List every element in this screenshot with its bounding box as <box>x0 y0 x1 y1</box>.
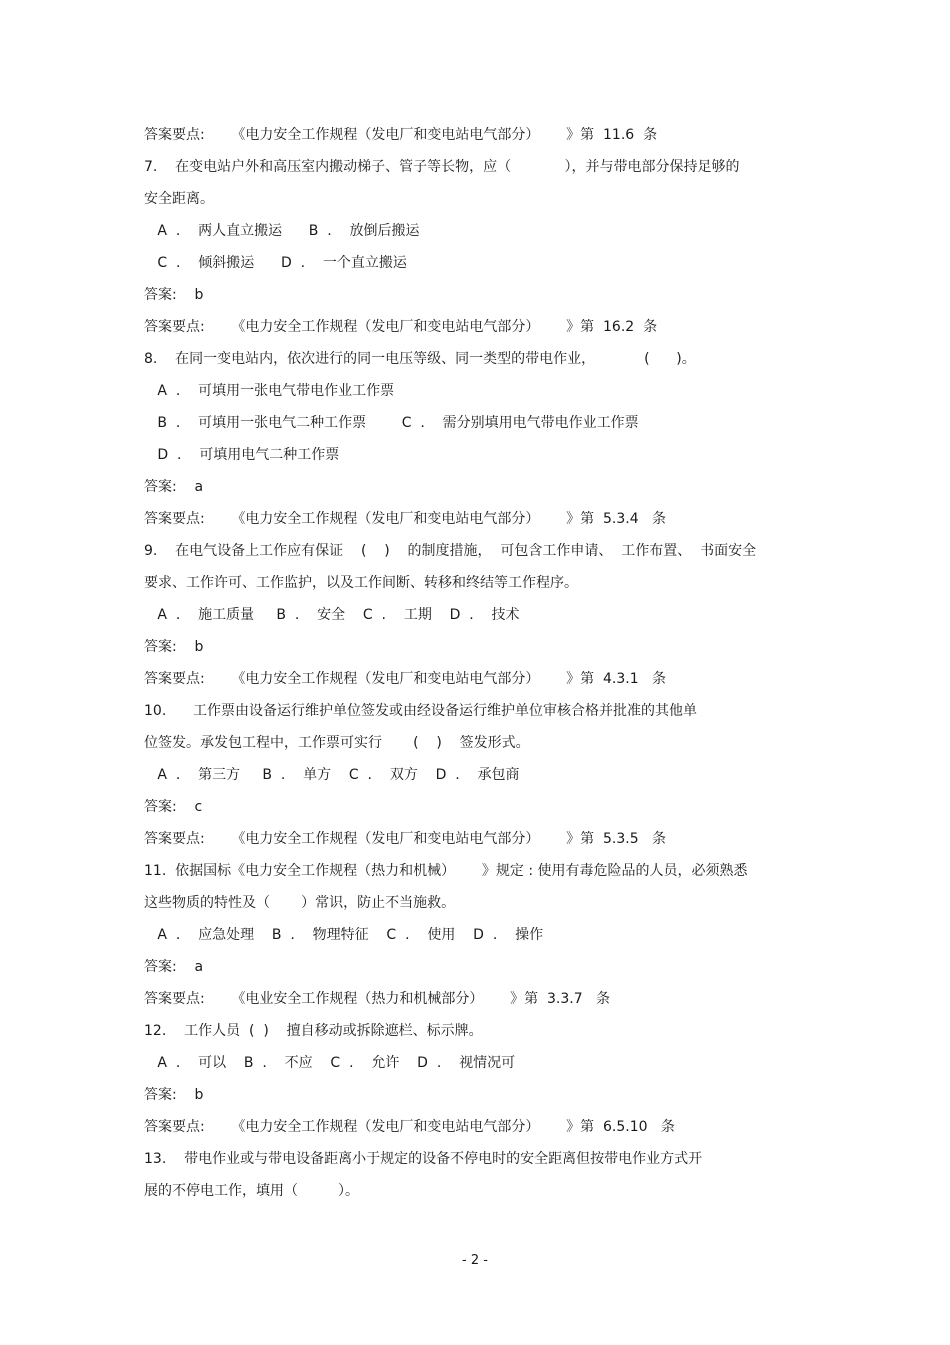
text-line: B . 可填用一张电气二种工作票 C . 需分别填用电气带电作业工作票 <box>144 415 639 431</box>
text-line: 要求、工作许可、工作监护，以及工作间断、转移和终结等工作程序。 <box>144 575 578 591</box>
text-line: A . 第三方 B . 单方 C . 双方 D . 承包商 <box>144 767 520 783</box>
text-line: A . 施工质量 B . 安全 C . 工期 D . 技术 <box>144 607 520 623</box>
text-line: D . 可填用电气二种工作票 <box>144 447 340 463</box>
text-line: 答案: c <box>144 799 203 815</box>
text-line: A . 两人直立搬运 B . 放倒后搬运 <box>144 223 420 239</box>
text-line: 答案: b <box>144 1087 204 1103</box>
text-line: 答案要点: 《电力安全工作规程（发电厂和变电站电气部分） 》第 16.2 条 <box>144 319 658 335</box>
text-line: 答案要点: 《电力安全工作规程（发电厂和变电站电气部分） 》第 5.3.5 条 <box>144 831 666 847</box>
text-line: 这些物质的特性及（ ）常识，防止不当施救。 <box>144 895 456 911</box>
text-line: 10. 工作票由设备运行维护单位签发或由经设备运行维护单位审核合格并批准的其他单 <box>144 703 697 719</box>
text-line: 答案要点: 《电力安全工作规程（发电厂和变电站电气部分） 》第 11.6 条 <box>144 127 658 143</box>
text-line: 答案要点: 《电力安全工作规程（发电厂和变电站电气部分） 》第 5.3.4 条 <box>144 511 666 527</box>
text-line: 答案要点: 《电业安全工作规程（热力和机械部分） 》第 3.3.7 条 <box>144 991 610 1007</box>
text-line: 12. 工作人员 ( ) 擅自移动或拆除遮栏、标示牌。 <box>144 1023 483 1039</box>
text-line: 答案: b <box>144 287 204 303</box>
text-line: A . 应急处理 B . 物理特征 C . 使用 D . 操作 <box>144 927 544 943</box>
text-line: 展的不停电工作，填用（ ）。 <box>144 1183 360 1199</box>
text-line: 位签发。承发包工程中，工作票可实行 ( ) 签发形式。 <box>144 735 530 751</box>
text-line: 答案要点: 《电力安全工作规程（发电厂和变电站电气部分） 》第 4.3.1 条 <box>144 671 666 687</box>
text-line: 13. 带电作业或与带电设备距离小于规定的设备不停电时的安全距离但按带电作业方式开 <box>144 1151 703 1167</box>
page-number: - 2 - <box>462 1253 488 1268</box>
text-line: 8. 在同一变电站内，依次进行的同一电压等级、同一类型的带电作业， ( )。 <box>144 351 696 367</box>
text-line: A . 可填用一张电气带电作业工作票 <box>144 383 395 399</box>
text-line: 7. 在变电站户外和高压室内搬动梯子、管子等长物，应（ ），并与带电部分保持足够的 <box>144 159 740 175</box>
text-line: 答案: b <box>144 639 204 655</box>
text-line: 答案要点: 《电力安全工作规程（发电厂和变电站电气部分） 》第 6.5.10 条 <box>144 1119 675 1135</box>
text-line: A . 可以 B . 不应 C . 允许 D . 视情况可 <box>144 1055 516 1071</box>
text-line: C . 倾斜搬运 D . 一个直立搬运 <box>144 255 407 271</box>
text-line: 答案: a <box>144 959 204 975</box>
text-line: 安全距离。 <box>144 191 214 207</box>
text-line: 11. 依据国标《电力安全工作规程（热力和机械） 》规定 : 使用有毒危险品的人员，必须熟悉 <box>144 863 748 879</box>
text-line: 答案: a <box>144 479 204 495</box>
text-line: 9. 在电气设备上工作应有保证 ( ) 的制度措施， 可包含工作申请、 工作布置、 书面安全 <box>144 543 757 559</box>
